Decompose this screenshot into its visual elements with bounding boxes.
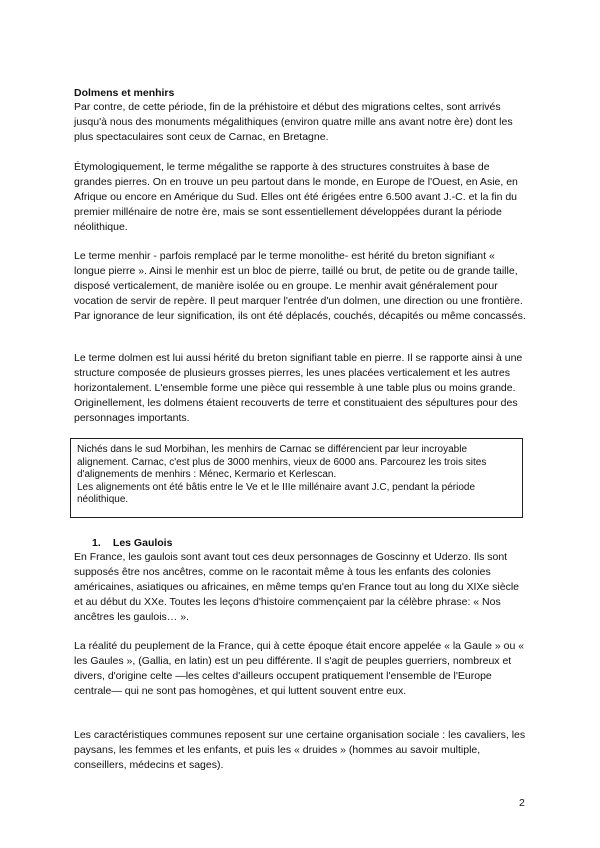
page-number: 2 — [519, 797, 525, 809]
paragraph-etymology: Étymologiquement, le terme mégalithe se rapporte à des structures construites à base de grandes pierres. On en trouve un peu partout dans le monde, en Europe de l'Ouest, en Asie, en Afrique ou encore en Amérique du Sud. Elles ont été érigées entre 6.500 avant J.-C. et la fin du premier millénaire de notre ère, mais se sont essentiellement développées durant la période néolithique. — [74, 161, 518, 233]
gaulois-heading — [92, 536, 172, 551]
paragraph-gaulois-3: Les caractéristiques communes reposent sur une certaine organisation sociale : les cavaliers, les paysans, les femmes et les enfants, et puis les « druides » (hommes au savoir multiple, conseillers, médecins et sages). — [74, 729, 526, 771]
carnac-info-box — [70, 438, 523, 518]
paragraph-gaulois-1: En France, les gaulois sont avant tout ces deux personnages de Goscinny et Uderzo. Ils sont supposés être nos ancêtres, comme on le racontait même à tous les enfants des colonies américaines, asiatiques ou africaines, en même temps qu'en France tout au long du XIXe siècle et au début du XXe. Toutes les leçons d'histoire commençaient par la célèbre phrase: « Nos ancêtres les gaulois… ». — [74, 551, 519, 623]
paragraph-dolmen: Le terme dolmen est lui aussi hérité du breton signifiant table en pierre. Il se rapporte ainsi à une structure composée de plusieurs grosses pierres, les unes placées verticalement et les autres horizontalement. L'ensemble forme une pièce qui ressemble à une table plus ou moins grande. Originellement, les dolmens étaient recouverts de terre et constituaient des sépultures pour des personnages importants. — [74, 352, 523, 424]
heading-number: 1. — [92, 537, 101, 549]
paragraph-intro: Par contre, de cette période, fin de la préhistoire et début des migrations celtes, sont arrivés jusqu'à nous des monuments mégalithiques (environ quatre mille ans avant notre ère) dont les plus spectaculaires sont ceux de Carnac, en Bretagne. — [74, 101, 513, 143]
section-title: Dolmens et menhirs — [74, 87, 175, 99]
paragraph-menhir: Le terme menhir - parfois remplacé par le terme monolithe- est hérité du breton signifiant « longue pierre ». Ainsi le menhir est un bloc de pierre, taillé ou brut, de petite ou de grande taille, disposé verticalement, de manière isolée ou en groupe. Le menhir avait généralement pour vocation de servir de repère. Il peut marquer l'entrée d'un dolmen, une direction ou une frontière. Par ignorance de leur signification, ils ont été déplacés, couchés, décapités ou même concassés. — [74, 250, 526, 322]
heading-text: Les Gaulois — [112, 537, 173, 549]
paragraph-gaulois-2: La réalité du peuplement de la France, qui à cette époque était encore appelée « la Gaule » ou « les Gaules », (Gallia, en latin) est un peu différente. Il s'agit de peuples guerriers, nombreux et divers, d'origine celte —les celtes d'ailleurs occupent pratiquement l'ensemble de l'Europe centrale— qui ne sont pas homogènes, et qui luttent souvent entre eux. — [74, 640, 525, 697]
box-text-line2: Les alignements ont été bâtis entre le Ve et le IIIe millénaire avant J.C, pendant la période néolithique. — [77, 481, 476, 506]
box-text-line1: Nichés dans le sud Morbihan, les menhirs de Carnac se différencient par leur incroyable alignement. Carnac, c'est plus de 3000 menhirs, vieux de 6000 ans. Parcourez les trois sites d'alignements de menhirs : Ménec, Kermario et Kerlescan. — [77, 444, 487, 481]
